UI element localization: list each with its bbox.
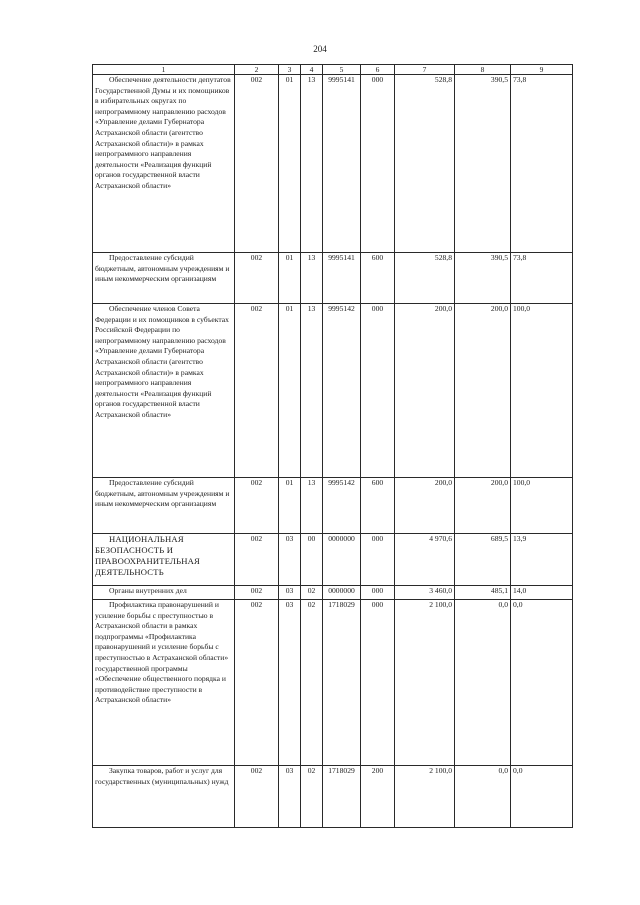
table-row	[93, 586, 573, 600]
cell-c2: 002	[235, 304, 279, 478]
cell-c4: 02	[301, 600, 323, 766]
cell-c3: 01	[279, 478, 301, 534]
cell-c3: 01	[279, 304, 301, 478]
cell-c2: 002	[235, 586, 279, 600]
page-number: 204	[313, 44, 327, 54]
cell-c2: 002	[235, 600, 279, 766]
cell-c6: 600	[361, 253, 395, 304]
cell-c4: 13	[301, 253, 323, 304]
cell-c6: 000	[361, 600, 395, 766]
column-header: 7	[395, 65, 455, 75]
cell-c6: 000	[361, 534, 395, 586]
cell-c9: 100,0	[511, 304, 573, 478]
cell-c5: 9995142	[323, 304, 361, 478]
cell-c4: 00	[301, 534, 323, 586]
cell-c7: 200,0	[395, 304, 455, 478]
cell-c9: 0,0	[511, 600, 573, 766]
cell-c7: 2 100,0	[395, 600, 455, 766]
cell-c7: 200,0	[395, 478, 455, 534]
table-row	[93, 478, 573, 534]
cell-c9: 100,0	[511, 478, 573, 534]
column-header: 4	[301, 65, 323, 75]
cell-c5: 9995141	[323, 75, 361, 253]
cell-c6: 600	[361, 478, 395, 534]
cell-c3: 01	[279, 75, 301, 253]
column-header: 6	[361, 65, 395, 75]
cell-c9: 73,8	[511, 75, 573, 253]
cell-c8: 200,0	[455, 478, 511, 534]
cell-c8: 689,5	[455, 534, 511, 586]
cell-c3: 03	[279, 534, 301, 586]
row-name: Профилактика правонарушений и усиление борьбы с преступностью в Астраханской области в рамках подпрограммы «Профилактика правонарушений и усиление борьбы с преступностью в Астраханской области» государственной программы «Обеспечение общественного порядка и противодействие преступности в Астраханской области»	[93, 600, 235, 766]
cell-c7: 3 460,0	[395, 586, 455, 600]
cell-c7: 528,8	[395, 75, 455, 253]
cell-c9: 0,0	[511, 766, 573, 828]
cell-c2: 002	[235, 75, 279, 253]
cell-c5: 9995141	[323, 253, 361, 304]
cell-c5: 1718029	[323, 600, 361, 766]
column-header: 8	[455, 65, 511, 75]
cell-c2: 002	[235, 253, 279, 304]
cell-c6: 200	[361, 766, 395, 828]
cell-c5: 1718029	[323, 766, 361, 828]
cell-c7: 2 100,0	[395, 766, 455, 828]
cell-c6: 000	[361, 304, 395, 478]
cell-c2: 002	[235, 478, 279, 534]
cell-c8: 390,5	[455, 253, 511, 304]
cell-c6: 000	[361, 75, 395, 253]
cell-c2: 002	[235, 766, 279, 828]
cell-c9: 73,8	[511, 253, 573, 304]
budget-table	[92, 64, 573, 828]
cell-c3: 03	[279, 766, 301, 828]
cell-c3: 03	[279, 586, 301, 600]
table-row	[93, 766, 573, 828]
cell-c6: 000	[361, 586, 395, 600]
cell-c3: 03	[279, 600, 301, 766]
row-name: Обеспечение деятельности депутатов Государственной Думы и их помощников в избирательных округах по непрограммному направлению расходов «Управление делами Губернатора Астраханской области (агентство Астраханской области)» в рамках непрограммного направления деятельности «Реализация функций органов государственной власти Астраханской области»	[93, 75, 235, 253]
cell-c4: 13	[301, 304, 323, 478]
cell-c8: 0,0	[455, 600, 511, 766]
row-name: НАЦИОНАЛЬНАЯ БЕЗОПАСНОСТЬ И ПРАВООХРАНИТЕЛЬНАЯ ДЕЯТЕЛЬНОСТЬ	[93, 534, 235, 586]
row-name: Органы внутренних дел	[93, 586, 235, 600]
row-name: Закупка товаров, работ и услуг для государственных (муниципальных) нужд	[93, 766, 235, 828]
cell-c4: 13	[301, 478, 323, 534]
cell-c5: 9995142	[323, 478, 361, 534]
table-row	[93, 600, 573, 766]
row-name: Предоставление субсидий бюджетным, автономным учреждениям и иным некоммерческим организациям	[93, 253, 235, 304]
row-name: Обеспечение членов Совета Федерации и их помощников в субъектах Российской Федерации по непрограммному направлению расходов «Управление делами Губернатора Астраханской области (агентство Астраханской области)» в рамках непрограммного направления деятельности «Реализация функций органов государственной власти Астраханской области»	[93, 304, 235, 478]
column-header: 9	[511, 65, 573, 75]
cell-c8: 390,5	[455, 75, 511, 253]
cell-c4: 02	[301, 586, 323, 600]
column-header: 3	[279, 65, 301, 75]
table-row	[93, 534, 573, 586]
cell-c3: 01	[279, 253, 301, 304]
column-header: 2	[235, 65, 279, 75]
cell-c7: 4 970,6	[395, 534, 455, 586]
table-row	[93, 75, 573, 253]
header-row	[93, 65, 573, 75]
cell-c8: 200,0	[455, 304, 511, 478]
column-header: 5	[323, 65, 361, 75]
cell-c7: 528,8	[395, 253, 455, 304]
cell-c2: 002	[235, 534, 279, 586]
cell-c8: 0,0	[455, 766, 511, 828]
cell-c5: 0000000	[323, 534, 361, 586]
cell-c4: 13	[301, 75, 323, 253]
cell-c8: 485,1	[455, 586, 511, 600]
row-name: Предоставление субсидий бюджетным, автономным учреждениям и иным некоммерческим организациям	[93, 478, 235, 534]
table-row	[93, 304, 573, 478]
cell-c9: 13,9	[511, 534, 573, 586]
cell-c9: 14,0	[511, 586, 573, 600]
table-row	[93, 253, 573, 304]
cell-c5: 0000000	[323, 586, 361, 600]
column-header: 1	[93, 65, 235, 75]
cell-c4: 02	[301, 766, 323, 828]
